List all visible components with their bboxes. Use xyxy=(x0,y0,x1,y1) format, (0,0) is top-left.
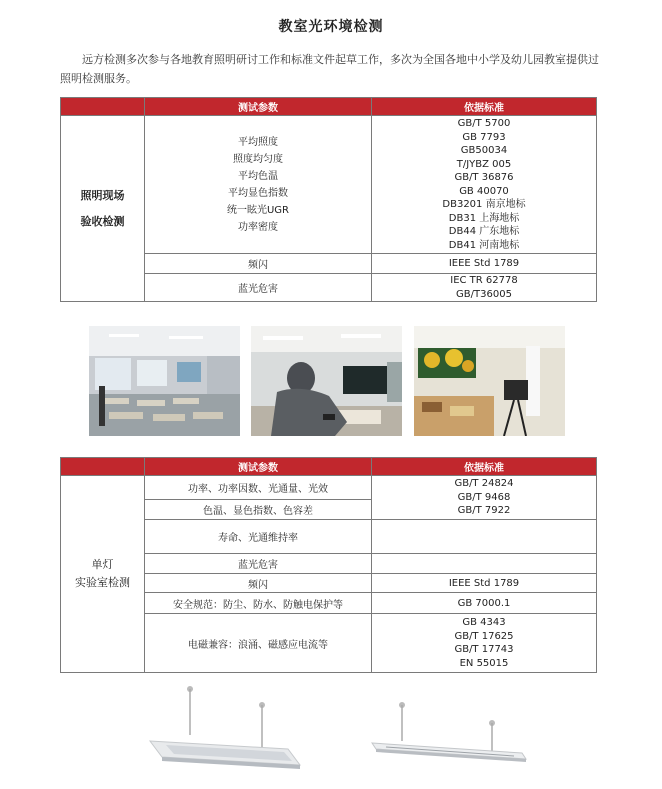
standard-item: T/JYBZ 005 xyxy=(456,158,512,170)
standard-item: DB41 河南地标 xyxy=(448,239,520,251)
params-cell: 频闪 xyxy=(145,574,372,593)
standard-item: GB/T 5700 xyxy=(457,118,511,129)
category-cell xyxy=(61,476,145,673)
kindergarten-photo xyxy=(414,326,565,436)
table-row xyxy=(61,116,597,254)
standard-item: GB 40070 xyxy=(459,185,509,197)
lab-test-table xyxy=(60,457,597,673)
header-category xyxy=(61,458,145,476)
params-cell: 蓝光危害 xyxy=(145,274,372,302)
param-item: 平均显色指数 xyxy=(228,187,288,199)
param-item: 平均照度 xyxy=(238,136,278,148)
table-header-row xyxy=(61,458,597,476)
params-cell: 频闪 xyxy=(145,254,372,274)
table-row xyxy=(61,476,597,500)
lamp-illustrations xyxy=(140,683,540,783)
param-item: 功率密度 xyxy=(238,221,278,233)
standards-cell xyxy=(372,116,597,254)
lamp-images xyxy=(140,683,540,783)
suspended-linear-lamp xyxy=(372,702,526,762)
classroom-photo xyxy=(89,326,240,436)
standards-cell: GB 7000.1 xyxy=(372,593,597,614)
params-cell xyxy=(145,116,372,254)
suspended-led-panel-lamp xyxy=(150,686,300,769)
standard-item: IEC TR 62778 xyxy=(450,275,518,286)
header-category xyxy=(61,98,145,116)
intro-paragraph: 远方检测多次参与各地教育照明研讨工作和标准文件起草工作，多次为全国各地中小学及幼儿园教室提供过照明检测服务。 xyxy=(60,53,599,85)
standard-item: GB/T 36876 xyxy=(454,172,514,183)
standards-cell xyxy=(372,614,597,673)
standards-cell xyxy=(372,274,597,302)
param-item: 统一眩光UGR xyxy=(226,204,290,216)
params-cell: 寿命、光通维持率 xyxy=(145,520,372,554)
category-line: 单灯 xyxy=(91,558,114,571)
param-item: 平均色温 xyxy=(238,170,278,182)
standards-cell xyxy=(372,554,597,574)
standard-item: GB/T 9468 xyxy=(457,491,511,503)
params-cell: 安全规范：防尘、防水、防触电保护等 xyxy=(145,593,372,614)
table-header-row xyxy=(61,98,597,116)
params-cell: 蓝光危害 xyxy=(145,554,372,574)
standard-item: GB 7793 xyxy=(462,131,506,143)
standard-item: DB3201 南京地标 xyxy=(442,199,526,210)
header-test-params: 测试参数 xyxy=(145,98,372,116)
standards-cell: IEEE Std 1789 xyxy=(372,574,597,593)
header-standards: 依据标准 xyxy=(372,98,597,116)
standards-cell xyxy=(372,476,597,520)
standard-item: GB/T 17743 xyxy=(454,644,514,655)
header-standards: 依据标准 xyxy=(372,458,597,476)
standards-cell xyxy=(372,520,597,554)
header-test-params: 测试参数 xyxy=(145,458,372,476)
onsite-test-table xyxy=(60,97,597,302)
category-line: 验收检测 xyxy=(80,214,125,228)
param-item: 照度均匀度 xyxy=(233,153,283,165)
category-cell xyxy=(61,116,145,302)
standard-item: GB 4343 xyxy=(462,617,506,628)
standard-item: GB/T36005 xyxy=(456,288,512,300)
photo-strip xyxy=(89,326,565,436)
standards-cell: IEEE Std 1789 xyxy=(372,254,597,274)
category-line: 实验室检测 xyxy=(75,576,130,589)
standard-item: GB50034 xyxy=(460,145,508,156)
standard-item: EN 55015 xyxy=(459,657,509,669)
params-cell: 电磁兼容：浪涌、磁感应电流等 xyxy=(145,614,372,673)
technician-measuring-photo xyxy=(251,326,402,436)
params-cell: 色温、显色指数、色容差 xyxy=(145,500,372,520)
standard-item: DB44 广东地标 xyxy=(448,226,520,237)
standard-item: DB31 上海地标 xyxy=(448,212,520,224)
params-cell: 功率、功率因数、光通量、光效 xyxy=(145,476,372,500)
standard-item: GB/T 17625 xyxy=(454,630,514,642)
page-title: 教室光环境检测 xyxy=(278,19,384,35)
standard-item: GB/T 7922 xyxy=(457,505,511,517)
category-line: 照明现场 xyxy=(80,188,125,202)
standard-item: GB/T 24824 xyxy=(454,478,514,490)
